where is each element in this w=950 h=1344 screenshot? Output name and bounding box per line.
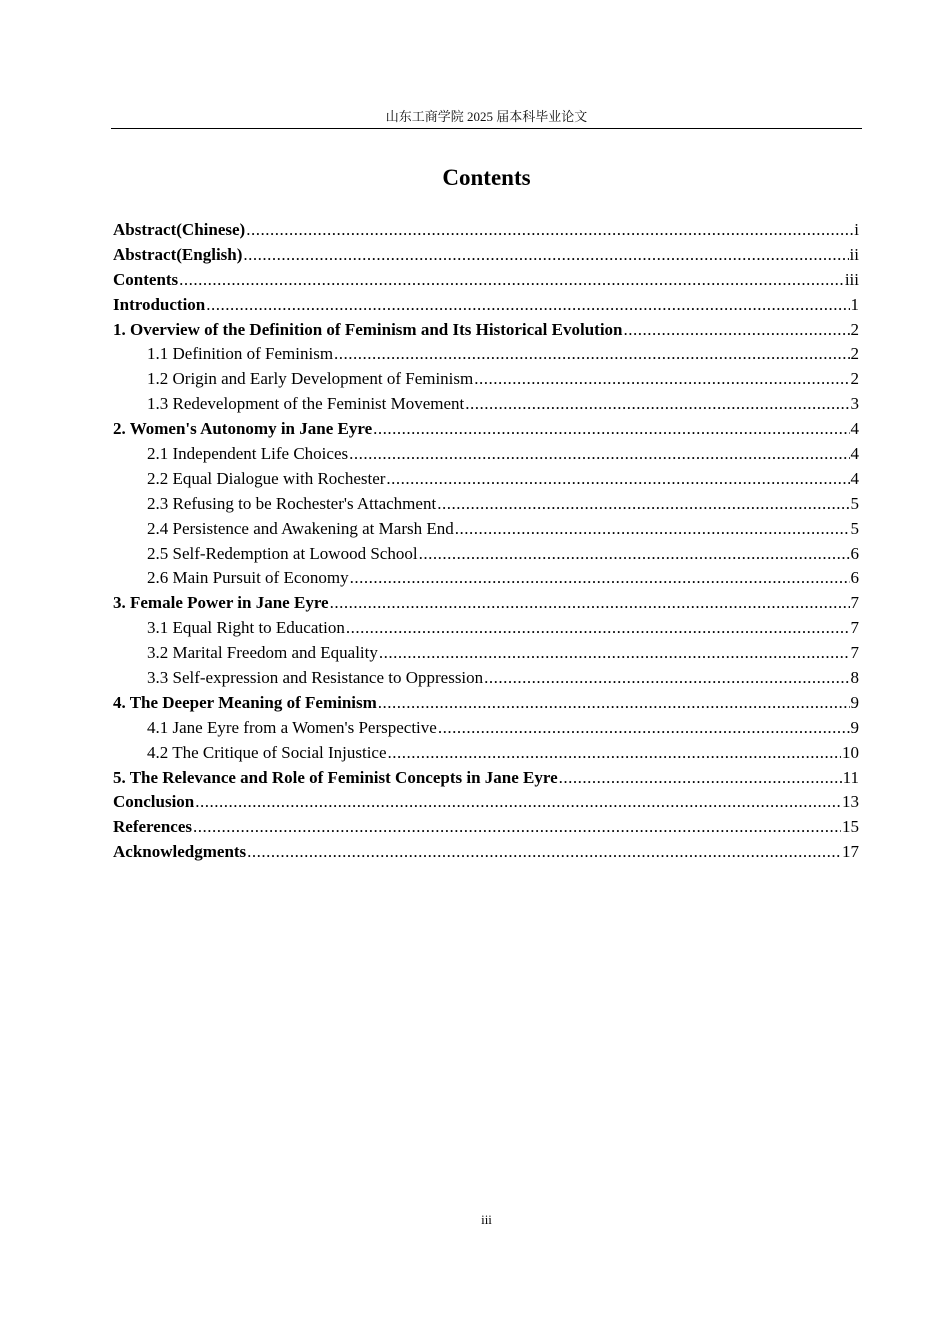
toc-entry-page-number: 4 (850, 468, 859, 488)
toc-dot-leader (334, 342, 849, 367)
toc-entry-label: Abstract(English) (113, 244, 243, 264)
toc-entry-page-number: 2 (850, 344, 859, 364)
toc-section-entry[interactable] (113, 243, 859, 268)
toc-dot-leader (378, 691, 850, 716)
toc-entry-page-number: i (854, 220, 859, 239)
toc-entry-page-number: iii (844, 269, 859, 289)
toc-entry-page-number: 3 (850, 394, 859, 414)
header-rule (111, 128, 862, 129)
toc-entry-label: References (113, 817, 192, 837)
toc-subsection-entry[interactable] (113, 392, 859, 417)
toc-entry-label: 5. The Relevance and Role of Feminist Concepts in Jane Eyre (113, 767, 558, 787)
toc-section-entry[interactable] (113, 591, 859, 616)
toc-section-entry[interactable] (113, 417, 859, 442)
toc-entry-label: 2.3 Refusing to be Rochester's Attachment (147, 493, 437, 513)
toc-dot-leader (455, 517, 850, 542)
toc-entry-label: 2. Women's Autonomy in Jane Eyre (113, 419, 373, 439)
toc-entry-label: 2.1 Independent Life Choices (147, 444, 349, 464)
toc-section-entry[interactable] (113, 790, 859, 815)
toc-subsection-entry[interactable] (113, 492, 859, 517)
toc-entry-label: 2.2 Equal Dialogue with Rochester (147, 468, 386, 488)
toc-entry-label: 3.2 Marital Freedom and Equality (147, 643, 378, 663)
toc-dot-leader (624, 318, 850, 343)
toc-section-entry[interactable] (113, 840, 859, 865)
toc-subsection-entry[interactable] (113, 442, 859, 467)
toc-entry-label: Contents (113, 269, 179, 289)
toc-dot-leader (388, 741, 841, 766)
toc-dot-leader (246, 218, 853, 243)
toc-subsection-entry[interactable] (113, 616, 859, 641)
toc-entry-page-number: 13 (842, 792, 859, 812)
toc-entry-page-number: 5 (850, 518, 859, 538)
toc-subsection-entry[interactable] (113, 517, 859, 542)
toc-entry-page-number: 11 (842, 767, 859, 787)
toc-dot-leader (247, 840, 841, 865)
toc-title: Contents (442, 165, 531, 190)
toc-dot-leader (179, 268, 844, 293)
toc-entry-page-number: 2 (850, 319, 859, 339)
toc-subsection-entry[interactable] (113, 566, 859, 591)
toc-dot-leader (379, 641, 850, 666)
toc-subsection-entry[interactable] (113, 542, 859, 567)
toc-dot-leader (419, 542, 850, 567)
toc-dot-leader (243, 243, 848, 268)
toc-section-entry[interactable] (113, 691, 859, 716)
toc-dot-leader (465, 392, 849, 417)
toc-entry-label: Introduction (113, 294, 206, 314)
toc-section-entry[interactable] (113, 293, 859, 318)
toc-entry-label: 4. The Deeper Meaning of Feminism (113, 692, 377, 712)
toc-entry-label: 4.1 Jane Eyre from a Women's Perspective (147, 717, 437, 737)
toc-dot-leader (438, 716, 850, 741)
page-number: iii (481, 1212, 492, 1227)
toc-entry-label: Conclusion (113, 792, 195, 812)
toc-dot-leader (349, 442, 849, 467)
toc-entry-label: 4.2 The Critique of Social Injustice (147, 742, 387, 762)
toc-dot-leader (330, 591, 850, 616)
toc-entry-page-number: 9 (850, 692, 859, 712)
toc-dot-leader (484, 666, 849, 691)
toc-entry-page-number: 17 (842, 842, 859, 862)
toc-entry-label: 3. Female Power in Jane Eyre (113, 593, 329, 613)
toc-entry-label: 2.5 Self-Redemption at Lowood School (147, 543, 418, 563)
toc-entry-page-number: 7 (850, 593, 859, 613)
toc-dot-leader (346, 616, 850, 641)
toc-dot-leader (474, 367, 849, 392)
toc-entry-label: 1.3 Redevelopment of the Feminist Movement (147, 394, 465, 414)
toc-entry-label: 2.6 Main Pursuit of Economy (147, 568, 349, 588)
toc-section-entry[interactable] (113, 218, 859, 243)
toc-entry-page-number: 15 (842, 817, 859, 837)
toc-entry-page-number: 1 (850, 294, 859, 314)
table-of-contents (113, 218, 859, 865)
toc-dot-leader (559, 766, 842, 791)
toc-entry-page-number: 6 (850, 568, 859, 588)
toc-section-entry[interactable] (113, 815, 859, 840)
toc-dot-leader (193, 815, 841, 840)
toc-entry-page-number: 10 (842, 742, 859, 762)
toc-subsection-entry[interactable] (113, 367, 859, 392)
toc-subsection-entry[interactable] (113, 716, 859, 741)
toc-dot-leader (195, 790, 841, 815)
toc-subsection-entry[interactable] (113, 342, 859, 367)
toc-entry-label: 1.1 Definition of Feminism (147, 344, 334, 364)
toc-entry-label: 3.1 Equal Right to Education (147, 618, 345, 638)
toc-entry-label: 1.2 Origin and Early Development of Feminism (147, 369, 474, 389)
toc-entry-page-number: 9 (850, 717, 859, 737)
toc-entry-page-number: 7 (850, 618, 859, 638)
toc-entry-page-number: 6 (850, 543, 859, 563)
toc-section-entry[interactable] (113, 766, 859, 791)
toc-entry-page-number: 8 (850, 668, 859, 688)
toc-dot-leader (373, 417, 849, 442)
toc-entry-label: Abstract(Chinese) (113, 220, 246, 239)
toc-dot-leader (350, 566, 850, 591)
toc-dot-leader (206, 293, 849, 318)
toc-section-entry[interactable] (113, 268, 859, 293)
toc-subsection-entry[interactable] (113, 666, 859, 691)
toc-section-entry[interactable] (113, 318, 859, 343)
toc-dot-leader (437, 492, 849, 517)
toc-subsection-entry[interactable] (113, 741, 859, 766)
toc-entry-page-number: 7 (850, 643, 859, 663)
toc-entry-label: Acknowledgments (113, 842, 247, 862)
toc-entry-label: 1. Overview of the Definition of Feminism and Its Historical Evolution (113, 319, 623, 339)
toc-entry-label: 2.4 Persistence and Awakening at Marsh End (147, 518, 454, 538)
running-header: 山东工商学院 2025 届本科毕业论文 (385, 109, 588, 124)
toc-entry-page-number: ii (849, 244, 859, 264)
toc-entry-page-number: 4 (850, 444, 859, 464)
toc-entry-page-number: 5 (850, 493, 859, 513)
toc-entry-page-number: 2 (850, 369, 859, 389)
toc-entry-page-number: 4 (850, 419, 859, 439)
toc-subsection-entry[interactable] (113, 641, 859, 666)
toc-dot-leader (386, 467, 849, 492)
toc-entry-label: 3.3 Self-expression and Resistance to Oppression (147, 668, 484, 688)
toc-subsection-entry[interactable] (113, 467, 859, 492)
